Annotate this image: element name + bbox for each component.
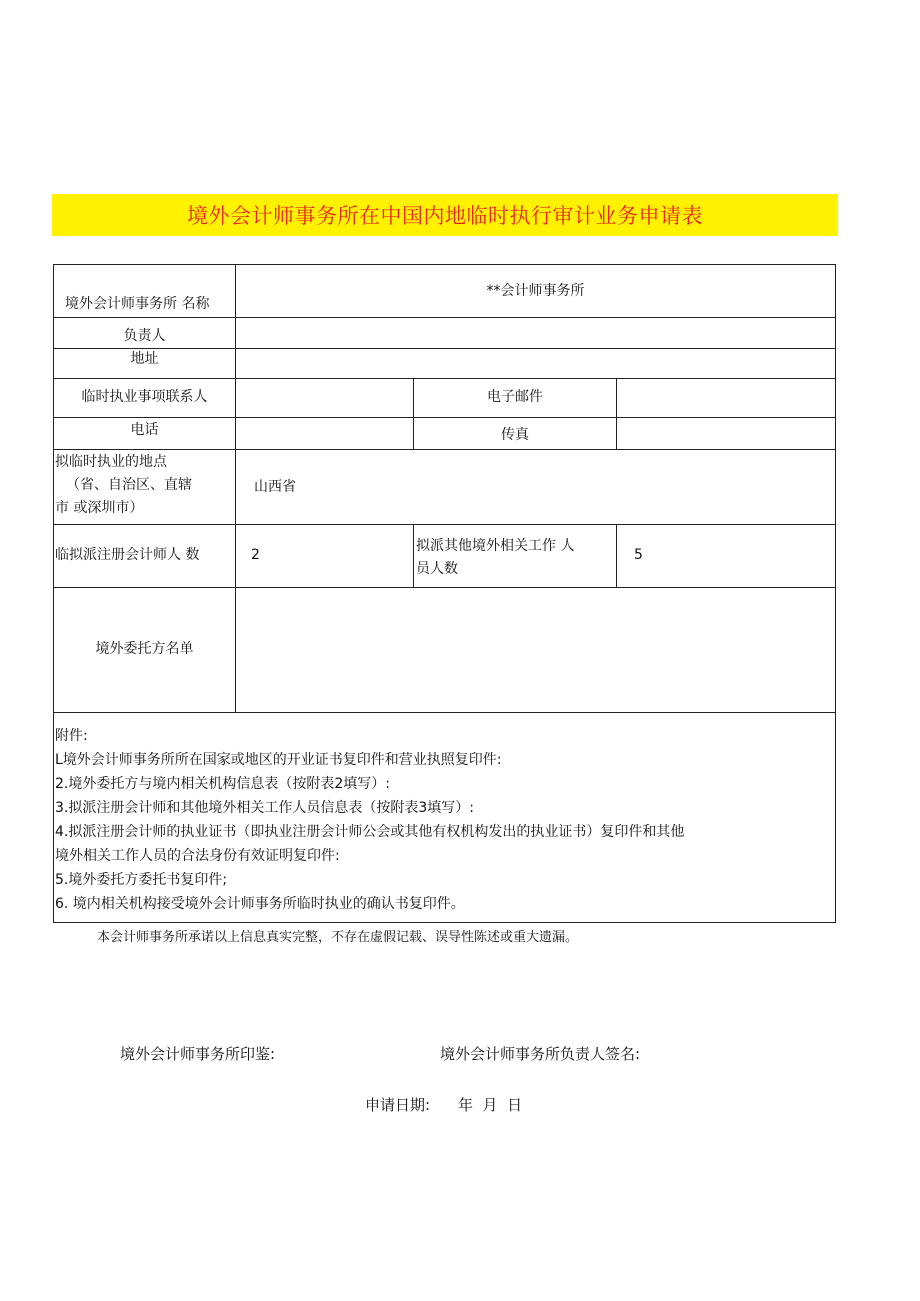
attachment-item: L境外会计师事务所所在国家或地区的开业证书复印件和营业执照复印件: — [55, 752, 502, 768]
application-form-table — [53, 264, 836, 923]
row-divider — [54, 417, 835, 418]
row-divider — [54, 712, 835, 713]
address-label: 地址 — [130, 351, 159, 367]
person-in-charge-label: 负责人 — [123, 328, 166, 344]
other-staff-value[interactable]: 5 — [634, 547, 643, 563]
person-in-charge-value[interactable] — [236, 325, 835, 348]
page-title: 境外会计师事务所在中国内地临时执行审计业务申请表 — [187, 204, 703, 228]
email-value[interactable] — [617, 386, 835, 409]
phone-value[interactable] — [236, 423, 413, 446]
col-divider — [616, 524, 617, 587]
location-label-line3: 市 或深圳市） — [55, 500, 144, 516]
date-label: 申请日期: — [365, 1096, 431, 1114]
attachments-heading: 附件: — [55, 728, 88, 744]
contact-value[interactable] — [236, 386, 413, 409]
location-label-line1: 拟临时执业的地点 — [55, 454, 167, 470]
col-divider — [413, 524, 414, 587]
attachment-item: 4.拟派注册会计师的执业证书（即执业注册会计师公会或其他有权机构发出的执业证书）复印件和其他 — [55, 824, 685, 840]
other-staff-label-line2: 员人数 — [416, 561, 458, 577]
attachment-item: 6. 境内相关机构接受境外会计师事务所临时执业的确认书复印件。 — [55, 896, 465, 912]
row-divider — [54, 317, 835, 318]
row-divider — [54, 524, 835, 525]
email-label: 电子邮件 — [487, 389, 543, 405]
cpa-count-label: 临拟派注册会计师人 数 — [55, 547, 200, 563]
signature-label: 境外会计师事务所负责人签名: — [440, 1045, 641, 1063]
location-value[interactable]: 山西省 — [254, 479, 296, 495]
fax-value[interactable] — [617, 423, 835, 446]
date-units: 年 月 日 — [458, 1096, 523, 1114]
attachment-item: 5.境外委托方委托书复印件; — [55, 872, 228, 888]
cpa-count-value[interactable]: 2 — [251, 547, 260, 563]
row-divider — [54, 378, 835, 379]
contact-label: 临时执业事项联系人 — [81, 389, 208, 405]
row-divider — [54, 587, 835, 588]
location-label-line2: （省、自治区、直辖 — [66, 477, 192, 493]
attachment-item: 2.境外委托方与境内相关机构信息表（按附表2填写）: — [55, 776, 390, 792]
address-value[interactable] — [236, 351, 835, 374]
firm-name-label: 境外会计师事务所 名称 — [65, 296, 210, 312]
fax-label: 传真 — [501, 427, 529, 443]
attachment-item: 境外相关工作人员的合法身份有效证明复印件: — [55, 848, 340, 864]
title-banner — [52, 194, 838, 236]
row-divider — [54, 449, 835, 450]
phone-label: 电话 — [130, 422, 159, 438]
clients-label: 境外委托方名单 — [95, 641, 194, 657]
firm-name-value[interactable]: **会计师事务所 — [486, 283, 585, 299]
seal-label: 境外会计师事务所印鉴: — [120, 1045, 276, 1063]
attachment-item: 3.拟派注册会计师和其他境外相关工作人员信息表（按附表3填写）: — [55, 800, 474, 816]
other-staff-label-line1: 拟派其他境外相关工作 人 — [416, 538, 575, 554]
clients-value[interactable] — [236, 595, 835, 705]
declaration-text: 本会计师事务所承诺以上信息真实完整，不存在虚假记载、误导性陈述或重大遗漏。 — [97, 930, 579, 945]
